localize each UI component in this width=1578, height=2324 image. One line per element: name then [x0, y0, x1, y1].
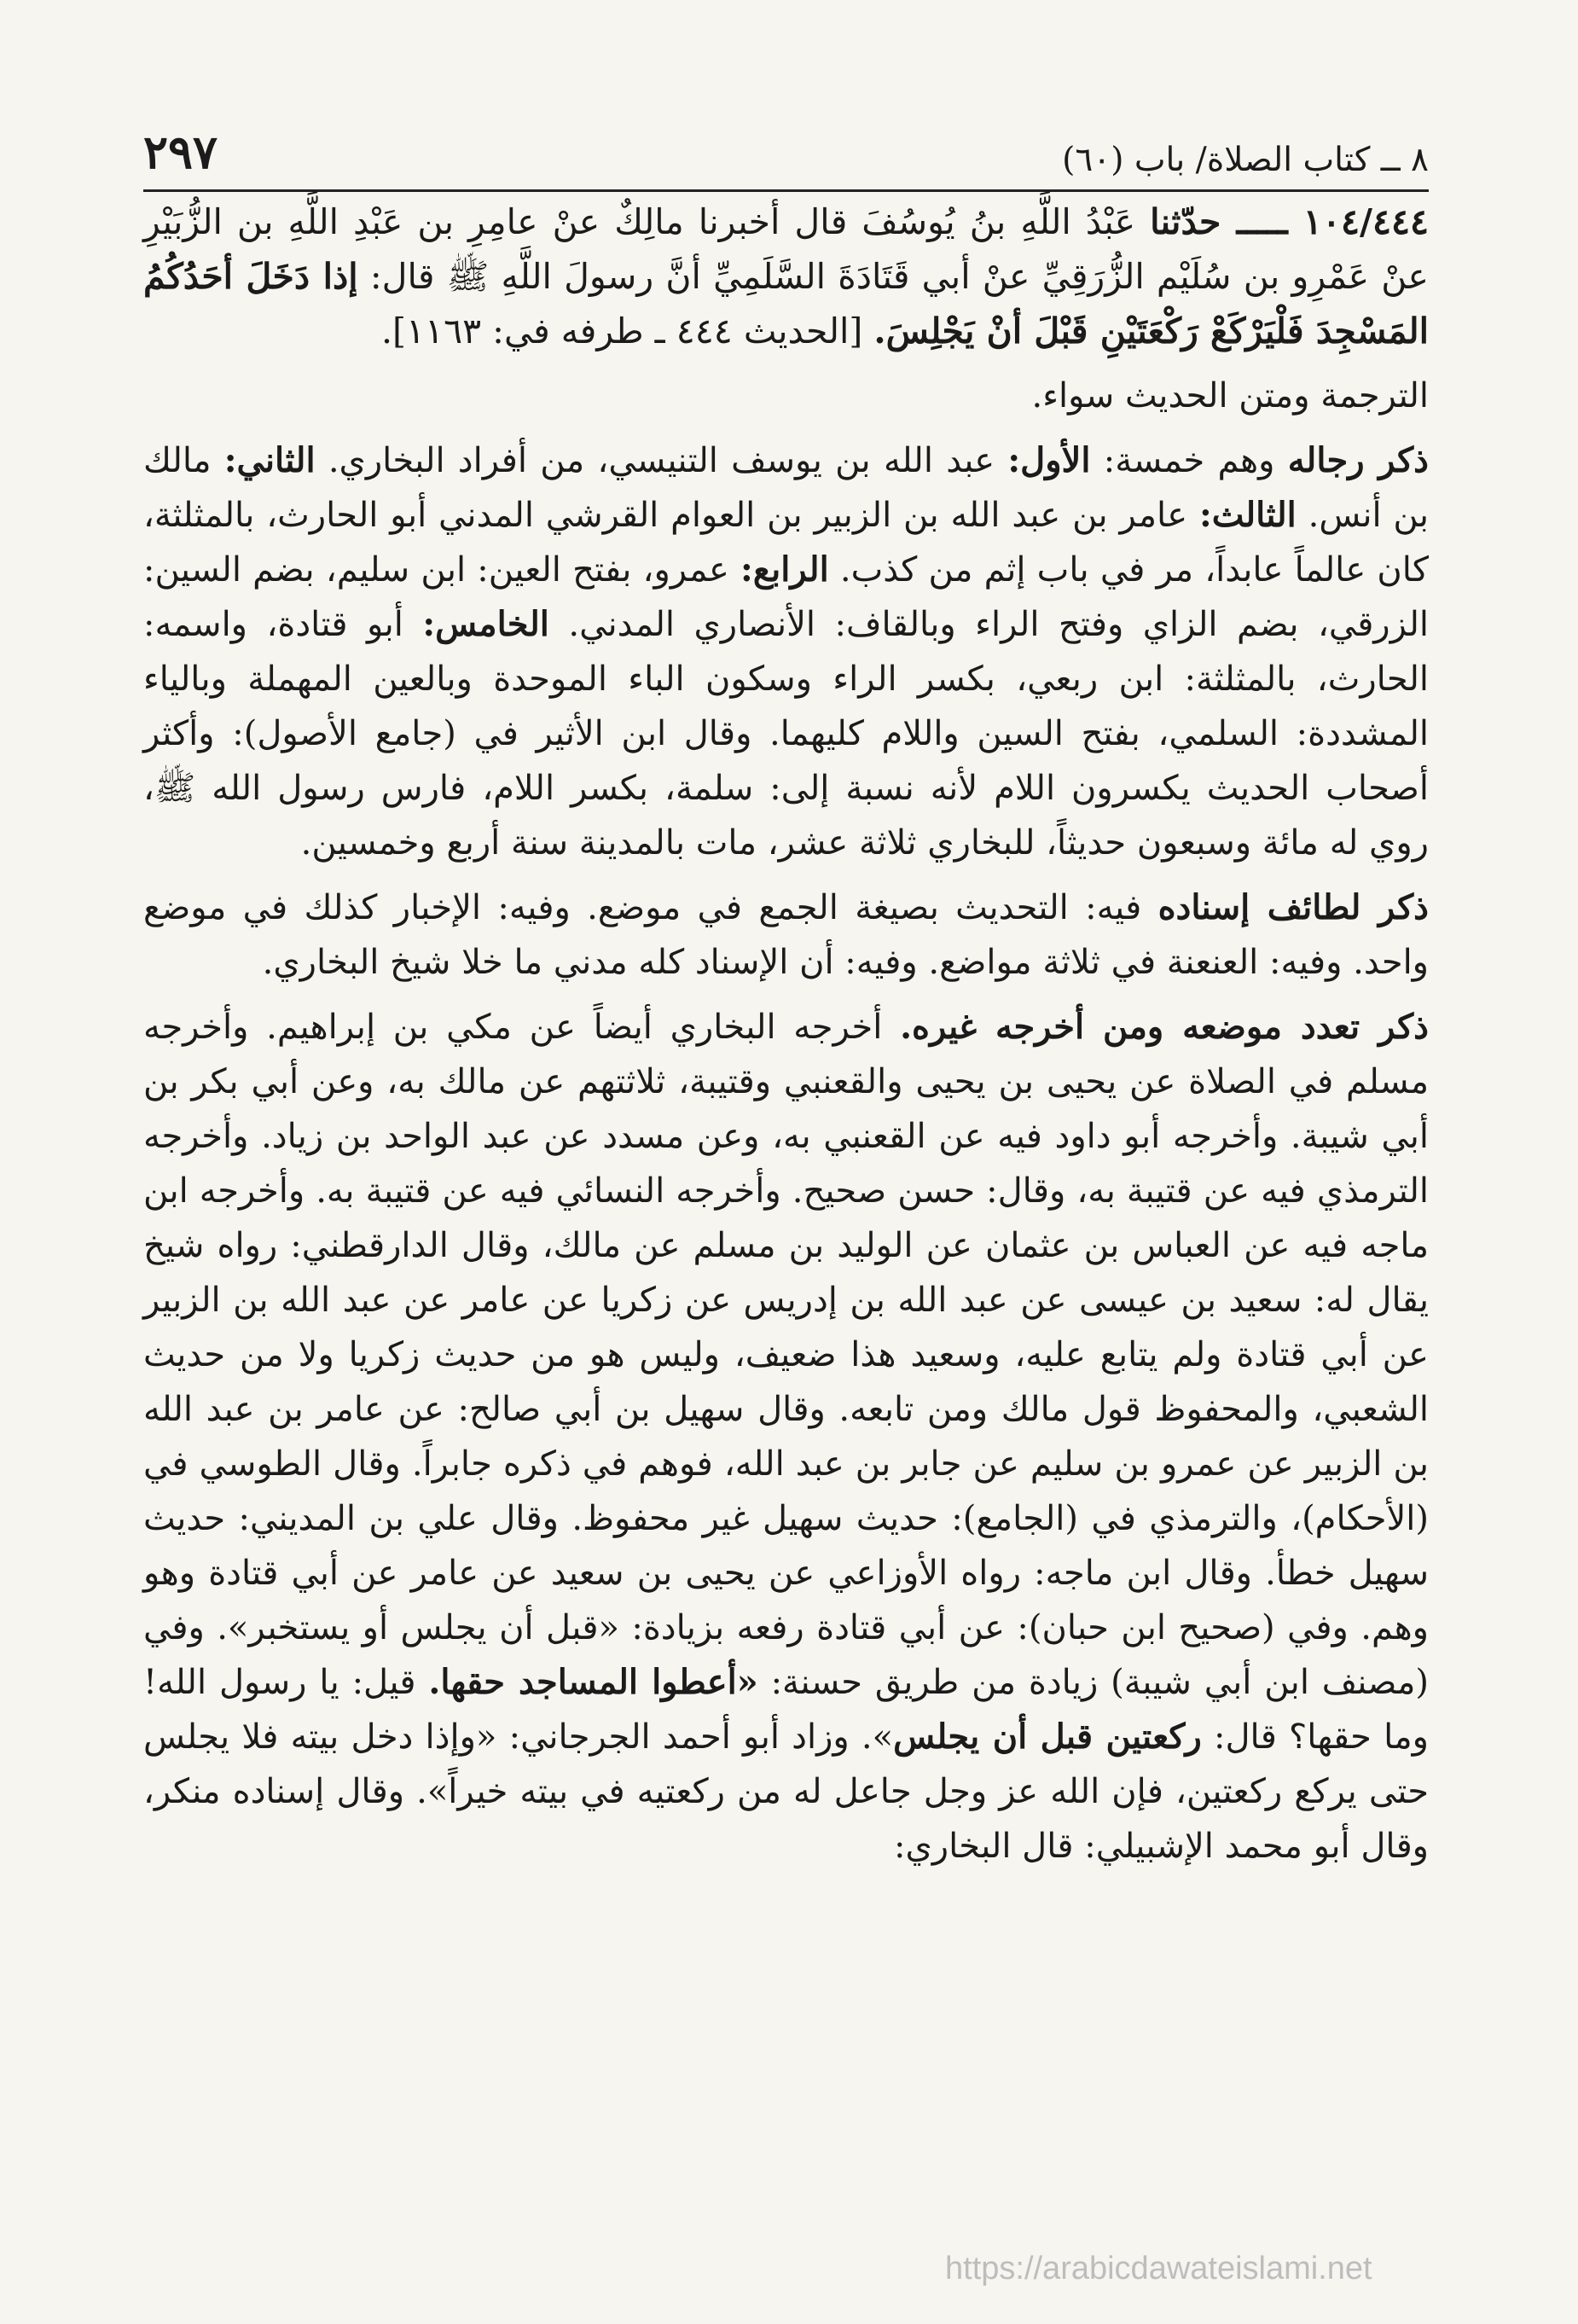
- takhrij-bold-1: «أعطوا المساجد حقها.: [428, 1662, 758, 1702]
- rijal-text-2: عبد الله بن يوسف التنيسي، من أفراد البخاري.: [315, 441, 1008, 480]
- takhrij-text-2: قيل: يا رسول الله! وما حقها؟ قال:: [143, 1663, 1429, 1757]
- running-title: ٨ ــ كتاب الصلاة/ باب (٦٠): [1062, 141, 1429, 179]
- takhrij-heading: ذكر تعدد موضعه ومن أخرجه غيره.: [900, 1007, 1429, 1047]
- page-number: ٢٩٧: [143, 125, 218, 179]
- hadith-reference: [الحديث ٤٤٤ ـ طرفه في: ١١٦٣].: [381, 311, 874, 352]
- takhrij-bold-2: ركعتين قبل أن يجلس: [893, 1717, 1202, 1757]
- hadith-chain: عَبْدُ اللَّهِ بنُ يُوسُفَ قال أخبرنا مالِكٌ عنْ عامِرِ بن عَبْدِ اللَّهِ بن الزُّبَيْرِ عنْ عَمْرِو بن سُلَيْم الزُّرَقِيِّ عنْ أبي قَتَادَةَ السَّلَمِيِّ أنَّ رسولَ اللَّهِ ﷺ قال:: [143, 201, 1429, 297]
- rijal-text-5: عمرو، بفتح العين: ابن سليم، بضم السين: الزرقي، بضم الزاي وفتح الراء وبالقاف: الأنصاري المدني.: [143, 550, 1429, 644]
- rijal-text-3: مالك بن أنس.: [143, 441, 1429, 535]
- header-rule: [143, 189, 1429, 192]
- lataif-heading: ذكر لطائف إسناده: [1157, 887, 1429, 927]
- narrator-label-3: الثالث:: [1198, 495, 1297, 535]
- rijal-paragraph: [143, 433, 1429, 870]
- rijal-text-6: أبو قتادة، واسمه: الحارث، بالمثلثة: ابن ربعي، بكسر الراء وسكون الباء الموحدة وبالعين المهملة وبالياء المشددة: السلمي، بفتح السين واللام كليهما. وقال ابن الأثير في (جامع الأصول): وأكثر أصحاب الحديث يكسرون اللام لأنه نسبة إلى: سلمة، بكسر اللام، فارس رسول الله ﷺ، روي له مائة وسبعون حديثاً، للبخاري ثلاثة عشر، مات بالمدينة سنة أربع وخمسين.: [143, 605, 1429, 863]
- hadith-number: ١٠٤/٤٤٤: [1302, 201, 1430, 242]
- narrator-label-2: الثاني:: [223, 440, 316, 480]
- rijal-heading: ذكر رجاله: [1287, 440, 1429, 480]
- narrator-label-5: الخامس:: [422, 604, 549, 644]
- hadith-intro: حدّثنا: [1150, 201, 1221, 242]
- takhrij-text-1: أخرجه البخاري أيضاً عن مكي بن إبراهيم. وأخرجه مسلم في الصلاة عن يحيى بن يحيى والقعنبي وقتيبة، ثلاثتهم عن مالك به، وعن أبي بكر بن أبي شيبة. وأخرجه أبو داود فيه عن القعنبي به، وعن مسدد عن عبد الواحد بن زياد. وأخرجه الترمذي فيه عن قتيبة به، وقال: حسن صحيح. وأخرجه النسائي فيه عن قتيبة به. وأخرجه ابن ماجه فيه عن العباس بن عثمان عن الوليد بن مسلم عن مالك، وقال الدارقطني: رواه شيخ يقال له: سعيد بن عيسى عن عبد الله بن إدريس عن زكريا عن عامر عن عبد الله بن الزبير عن أبي قتادة ولم يتابع عليه، وسعيد هذا ضعيف، وليس هو من حديث زكريا ولا من حديث الشعبي، والمحفوظ قول مالك ومن تابعه. وقال سهيل بن أبي صالح: عن عامر بن عبد الله بن الزبير عن عمرو بن سليم عن جابر بن عبد الله، فوهم في ذكره جابراً. وقال الطوسي في (الأحكام)، والترمذي في (الجامع): حديث سهيل غير محفوظ. وقال علي بن المديني: حديث سهيل خطأ. وقال ابن ماجه: رواه الأوزاعي عن يحيى بن سعيد عن عامر عن أبي قتادة وهو وهم. وفي (صحيح ابن حبان): عن أبي قتادة رفعه بزيادة: «قبل أن يجلس أو يستخبر». وفي (مصنف ابن أبي شيبة) زيادة من طريق حسنة:: [143, 1008, 1429, 1702]
- narrator-label-1: الأول:: [1007, 440, 1091, 480]
- lataif-paragraph: [143, 880, 1429, 990]
- page-body: [143, 195, 1429, 1874]
- takhrij-text-3: ». وزاد أبو أحمد الجرجاني: «وإذا دخل بيته فلا يجلس حتى يركع ركعتين، فإن الله عز وجل جاعل له من ركعتيه في بيته خيراً». وقال إسناده منكر، وقال أبو محمد الإشبيلي: قال البخاري:: [143, 1717, 1429, 1866]
- watermark-url: https://arabicdawateislami.net: [945, 2251, 1372, 2286]
- narrator-label-4: الرابع:: [740, 549, 829, 590]
- lataif-text: فيه: التحديث بصيغة الجمع في موضع. وفيه: الإخبار كذلك في موضع واحد. وفيه: العنعنة في ثلاثة مواضع. وفيه: أن الإسناد كله مدني ما خلا شيخ البخاري.: [143, 888, 1429, 982]
- rijal-text-1: وهم خمسة:: [1090, 441, 1288, 480]
- hadith-matn: إذا دَخَلَ أحَدُكُمُ المَسْجِدَ فَلْيَرْكَعْ رَكْعَتَيْنِ قَبْلَ أنْ يَجْلِسَ.: [143, 256, 1429, 352]
- hadith-dash: ـــــ: [1221, 201, 1303, 242]
- hadith-paragraph: [143, 195, 1429, 358]
- rijal-text-4: عامر بن عبد الله بن الزبير بن العوام القرشي المدني أبو الحارث، بالمثلثة، كان عالماً عابداً، مر في باب إثم من كذب.: [143, 496, 1429, 590]
- tarjama-paragraph: الترجمة ومتن الحديث سواء.: [1031, 376, 1429, 415]
- takhrij-paragraph: [143, 1000, 1429, 1874]
- page-header: [143, 125, 1429, 179]
